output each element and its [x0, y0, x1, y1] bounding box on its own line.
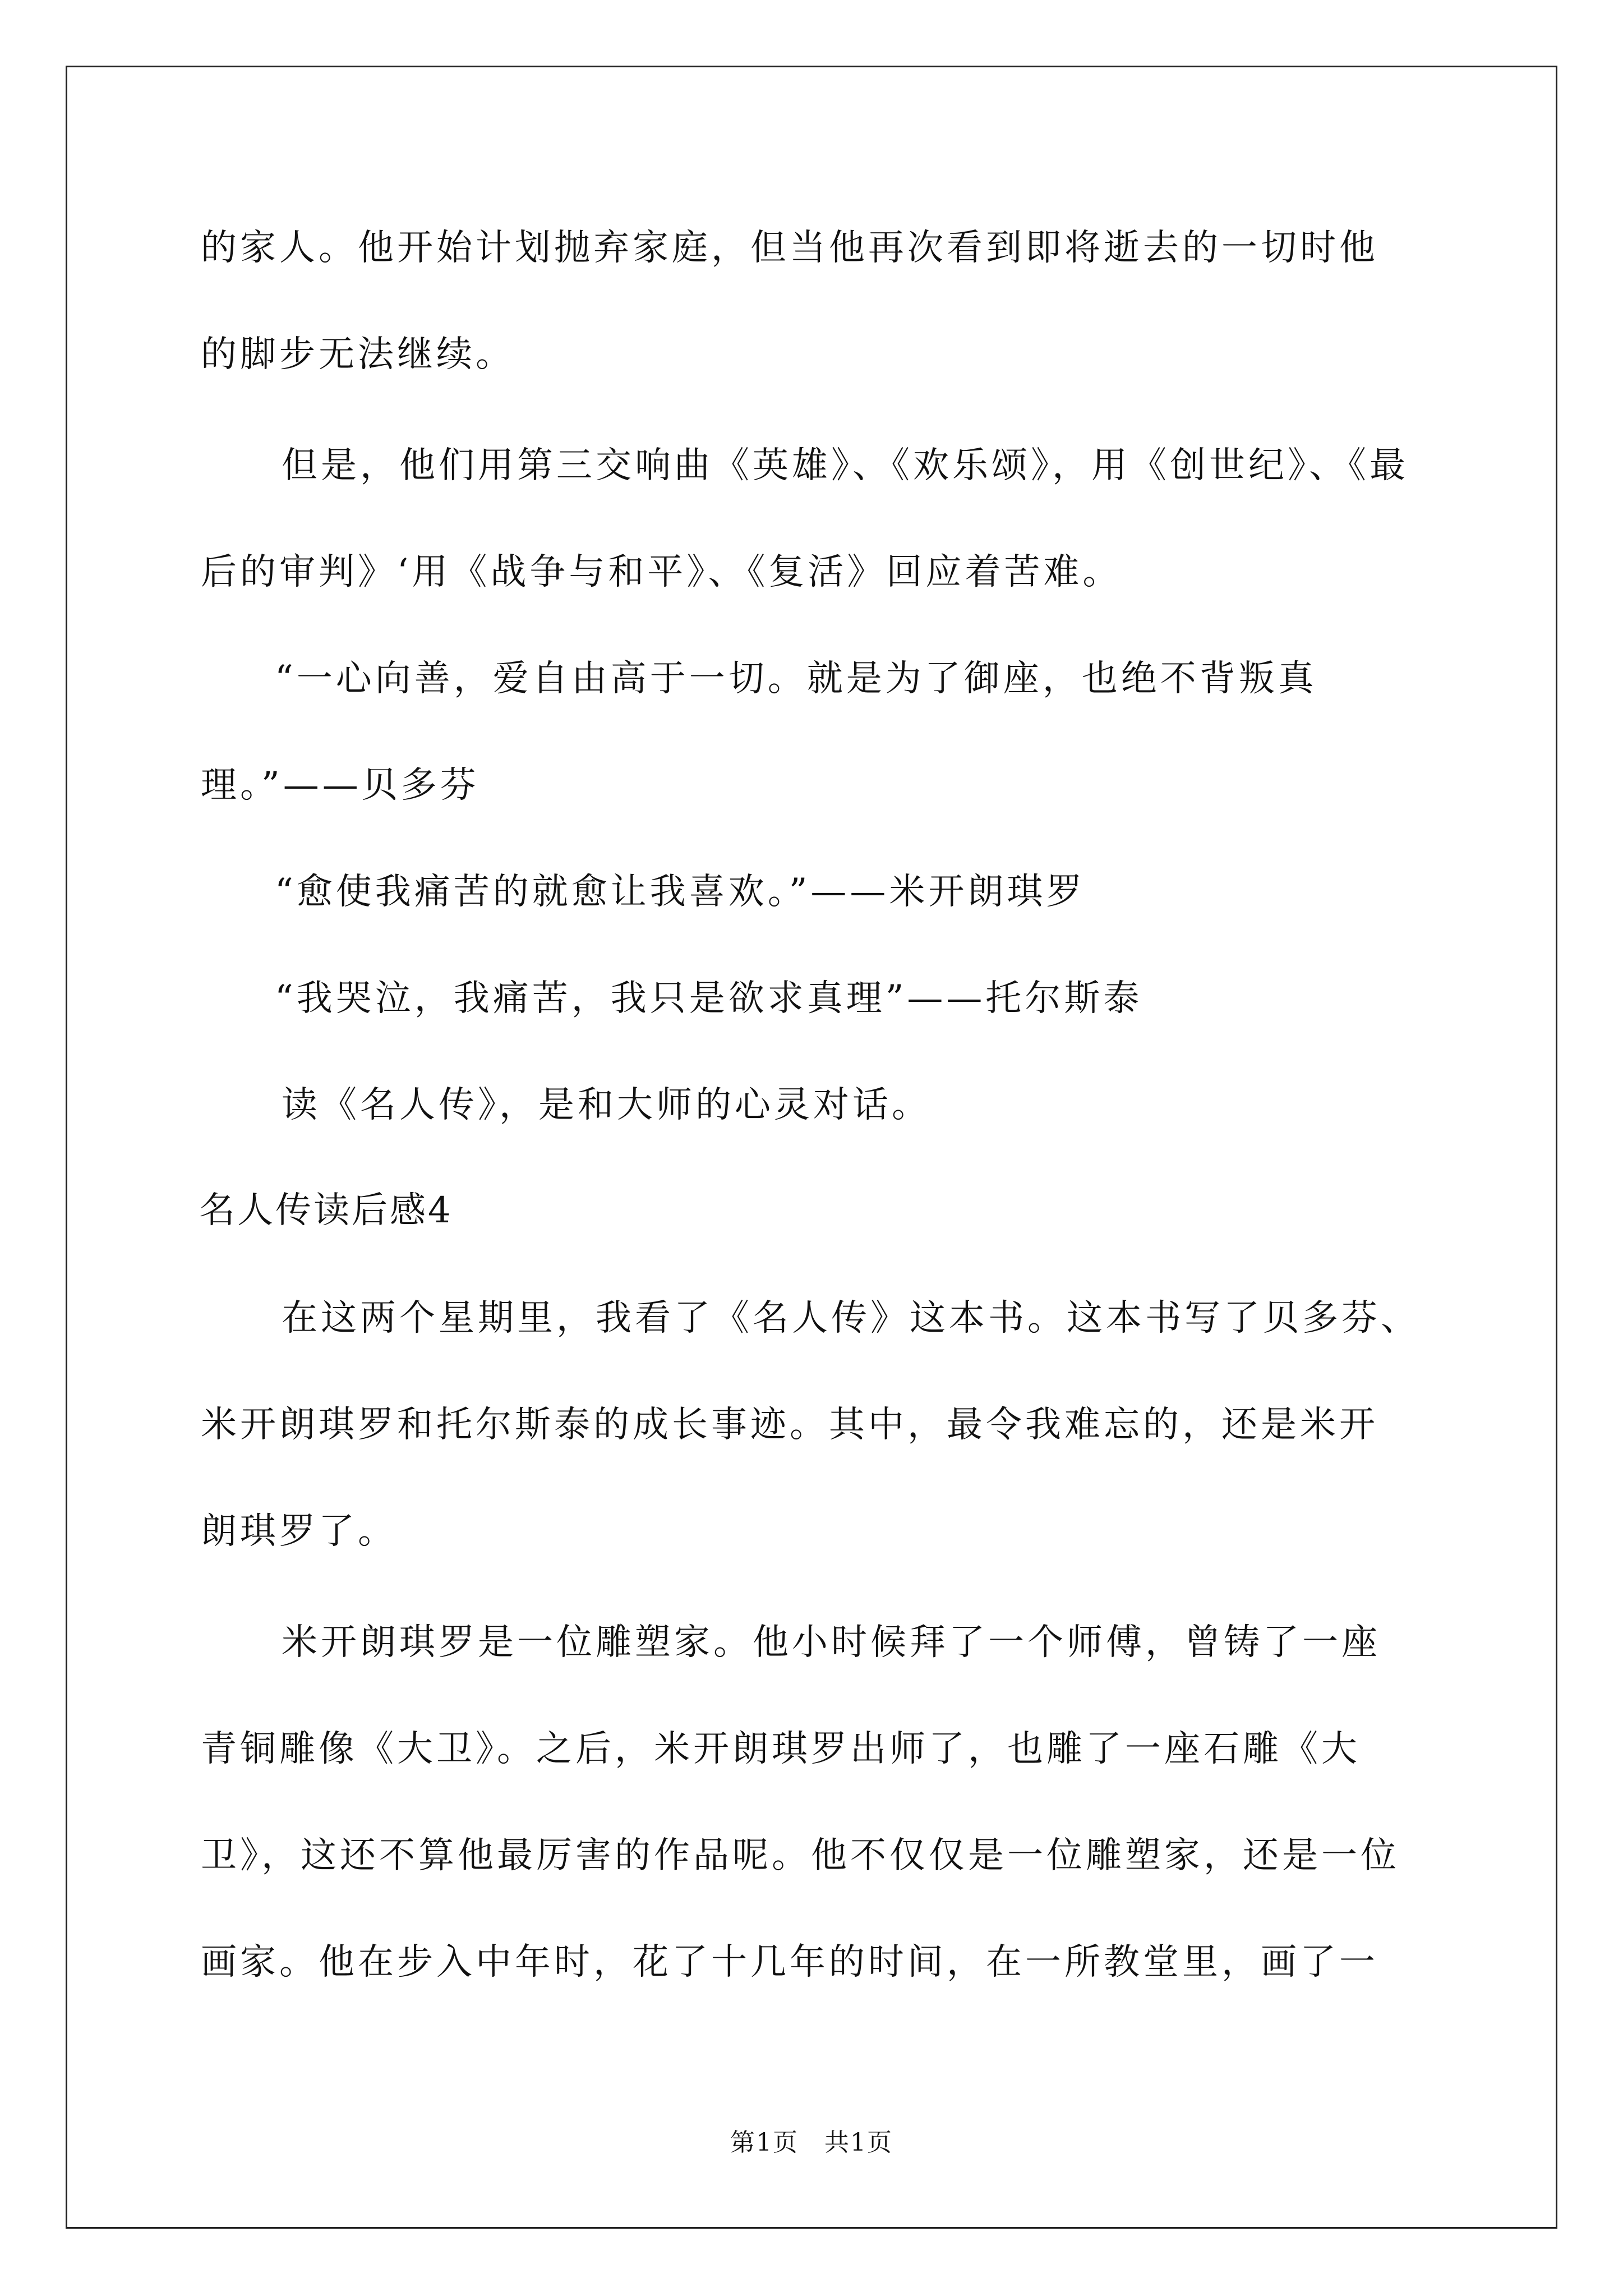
paragraph-line: 的家人。他开始计划抛弃家庭，但当他再次看到即将逝去的一切时他: [201, 227, 1378, 269]
paragraph-line: “愈使我痛苦的就愈让我喜欢。”——米开朗琪罗: [275, 871, 1086, 913]
paragraph-line: 画家。他在步入中年时，花了十几年的时间，在一所教堂里，画了一: [201, 1941, 1378, 1983]
paragraph-line: 米开朗琪罗是一位雕塑家。他小时候拜了一个师傅，曾铸了一座: [282, 1622, 1381, 1663]
paragraph-line: 青铜雕像《大卫》。之后，米开朗琪罗出师了，也雕了一座石雕《大: [201, 1728, 1361, 1770]
paragraph-line: 米开朗琪罗和托尔斯泰的成长事迹。其中，最令我难忘的，还是米开: [201, 1404, 1378, 1446]
paragraph-line: “一心向善，爱自由高于一切。就是为了御座，也绝不背叛真: [275, 658, 1317, 700]
paragraph-line: “我哭泣，我痛苦，我只是欲求真理”——托尔斯泰: [275, 978, 1143, 1019]
paragraph-line: 读《名人传》，是和大师的心灵对话。: [282, 1084, 931, 1126]
paragraph-line: 但是，他们用第三交响曲《英雄》、《欢乐颂》，用《创世纪》、《最: [282, 445, 1409, 486]
paragraph-line: 在这两个星期里，我看了《名人传》这本书。这本书写了贝多芬、: [282, 1297, 1420, 1339]
paragraph-line: 的脚步无法继续。: [201, 334, 515, 375]
paragraph-line: 理。”——贝多芬: [201, 765, 479, 806]
paragraph-line: 朗琪罗了。: [201, 1511, 397, 1552]
paragraph-line: 后的审判》‘用《战争与和平》、《复活》回应着苦难。: [201, 551, 1122, 593]
page-frame: [66, 66, 1557, 2229]
page-number-footer: 第1页 共1页: [730, 2128, 893, 2157]
paragraph-line: 卫》，这还不算他最厉害的作品呢。他不仅仅是一位雕塑家，还是一位: [201, 1835, 1400, 1876]
section-heading: 名人传读后感4: [199, 1190, 453, 1231]
